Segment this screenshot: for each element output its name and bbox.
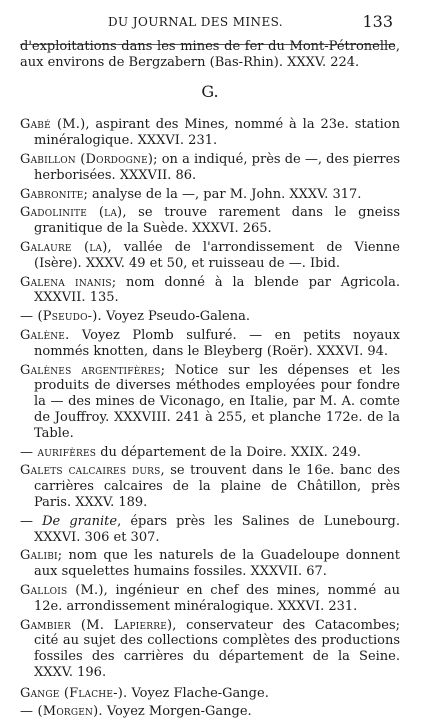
- entry-text: , se trouve rarement dans le gneiss granitique de la Suède. XXXVI. 265.: [34, 205, 401, 237]
- page-header: [0, 14, 427, 34]
- index-entry: [20, 205, 400, 237]
- index-entry: [20, 514, 400, 546]
- entry-text: , aspirant des Mines, nommé à la 23e. station minéralogique. XXXVI. 231.: [34, 117, 400, 149]
- index-entry: [20, 152, 400, 184]
- index-entry: [20, 328, 400, 360]
- index-entry: [20, 240, 400, 272]
- entry-head: — (Pseudo-).: [20, 309, 102, 325]
- entry-head: Gabronite: [20, 186, 84, 202]
- entry-text: , se trouvent dans le 16e. banc des carrières calcaires de la plaine de Châtillon, près Paris. XXXV. 189.: [34, 463, 400, 510]
- entry-head: Gange (Flache-).: [20, 685, 128, 701]
- index-entry: [20, 583, 400, 615]
- entry-head: Gallois (M.): [20, 582, 104, 598]
- entry-head: Galène.: [20, 327, 70, 343]
- entry-head: — aurifères: [20, 444, 97, 460]
- entry-text: Voyez Plomb sulfuré. — en petits noyaux nommés knotten, dans le Bleyberg (Roër). XXXVI. 94.: [34, 327, 400, 359]
- entry-text: Voyez Flache-Gange.: [127, 685, 269, 701]
- page-number: 133: [362, 12, 393, 31]
- entry-head: Galibi: [20, 548, 58, 564]
- section-letter: G.: [201, 81, 219, 101]
- index-body: [20, 39, 400, 720]
- entry-head: Galènes argentifères: [20, 362, 161, 378]
- entry-text: ; Notice sur les dépenses et les produits de diverses méthodes employées pour fondre la — des mines de Viconago, en Italie, par M. A. comte de Jouffroy. XXXVIII. 241 à 255, et planche 172e. de la Table.: [34, 362, 400, 441]
- entry-text: ; nom que les naturels de la Guadeloupe donnent aux squelettes humains fossiles. XXXVII. 67.: [34, 548, 400, 580]
- entry-text: ; analyse de la —, par M. John. XXXV. 317.: [83, 186, 362, 202]
- index-entry: [20, 363, 400, 442]
- entry-text: , vallée de l'arrondissement de Vienne (Isère). XXXV. 49 et 50, et ruisseau de —. Ibid.: [34, 239, 400, 271]
- index-entry: [20, 117, 400, 149]
- entry-head: — (Morgen).: [20, 704, 103, 720]
- entry-text: du département de la Doire. XXIX. 249.: [96, 444, 361, 460]
- entry-text: , conservateur des Catacombes; cité au sujet des collections complètes des productions fossiles des carrières du département de la Seine. XXXV. 196.: [34, 617, 401, 680]
- continuation-text: d'exploitations dans les mines de fer du Mont-Pétronelle, aux environs de Bergzabern (Bas-Rhin). XXXV. 224.: [20, 39, 400, 70]
- entry-text: Voyez Pseudo-Galena.: [101, 309, 250, 325]
- running-title: DU JOURNAL DES MINES.: [108, 15, 284, 29]
- entry-head: Gadolinite (la): [20, 205, 123, 221]
- entry-head: Gabé (M.): [20, 117, 86, 133]
- index-entry: [20, 686, 400, 702]
- entry-head: Gabillon (Dordogne): [20, 151, 154, 167]
- index-entry: [20, 618, 400, 681]
- entry-head: Galaure (la): [20, 239, 108, 255]
- index-entry: [20, 548, 400, 580]
- index-entry: [20, 704, 400, 720]
- entry-text: , ingénieur en chef des mines, nommé au 12e. arrondissement minéralogique. XXXVI. 231.: [34, 582, 400, 614]
- entry-head: Galena inanis: [20, 274, 112, 290]
- entry-text: , épars près les Salines de Lunebourg. XXXVI. 306 et 307.: [34, 513, 400, 545]
- entry-head: — De granite: [20, 513, 118, 529]
- entry-head: Gambier (M. Lapierre): [20, 617, 173, 633]
- index-entries: [20, 117, 400, 720]
- entry-text: ; nom donné à la blende par Agricola. XXXVII. 135.: [34, 274, 400, 306]
- entry-head: Galets calcaires durs: [20, 463, 161, 479]
- index-entry: [20, 463, 400, 510]
- entry-text: ; on a indiqué, près de —, des pierres herborisées. XXXVII. 86.: [34, 151, 400, 183]
- index-entry: [20, 309, 400, 325]
- index-entry: [20, 275, 400, 307]
- entry-text: Voyez Morgen-Gange.: [102, 704, 252, 720]
- index-entry: [20, 445, 400, 461]
- index-entry: [20, 187, 400, 203]
